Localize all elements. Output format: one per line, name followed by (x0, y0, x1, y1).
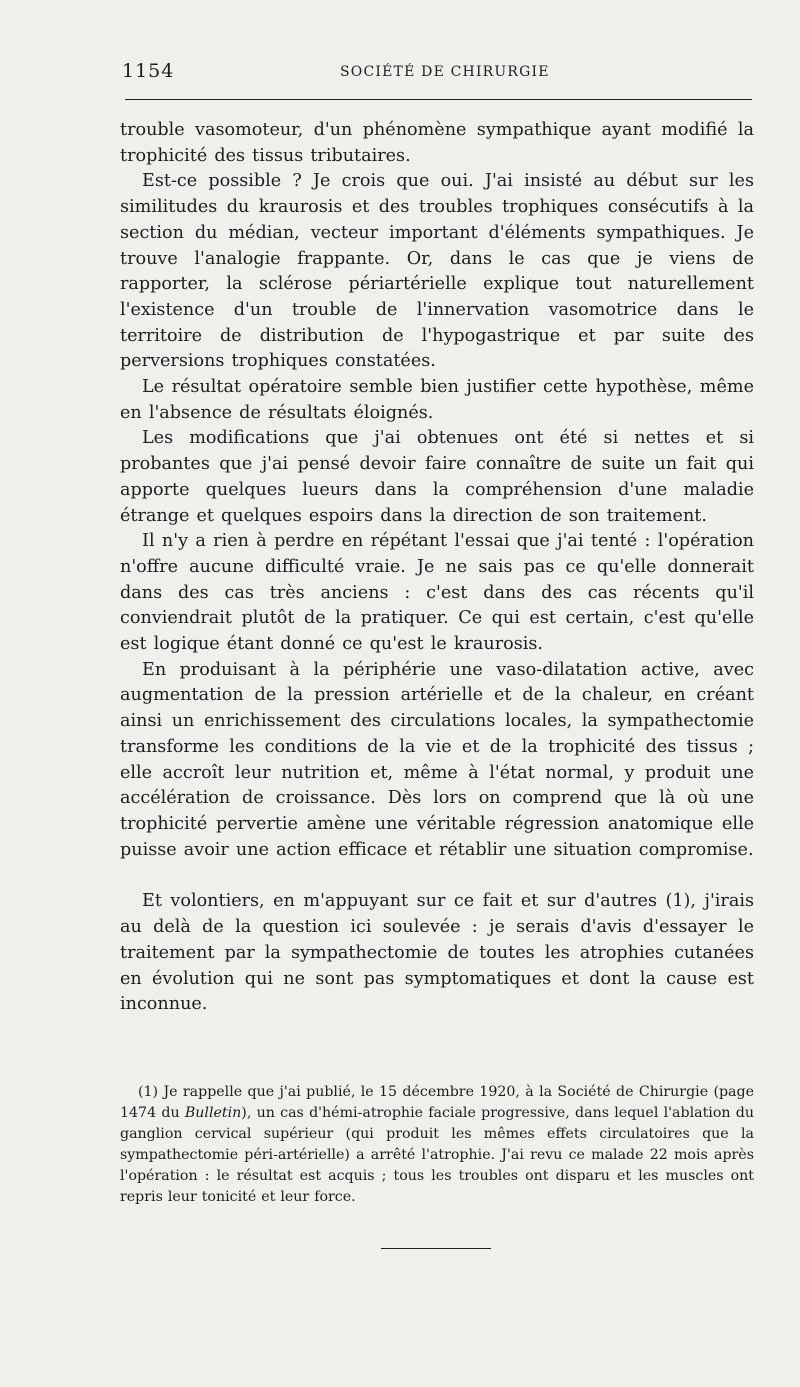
running-title: SOCIÉTÉ DE CHIRURGIE (340, 64, 550, 80)
paragraph-1: trouble vasomoteur, d'un phénomène sympathique ayant modifié la trophicité des tissus tributaires. (120, 120, 754, 166)
page-number: 1154 (122, 60, 175, 82)
paragraph-6: En produisant à la périphérie une vaso-dilatation active, avec augmentation de la pression artérielle et de la chaleur, en créant ainsi un enrichissement des circulations locales, la sympathectomie transforme les conditions de la vie et de la trophicité des tissus ; elle accroît leur nutrition et, même à l'état normal, y produit une accélération de croissance. Dès lors on comprend que là où une trophicité pervertie amène une véritable régression anatomique elle puisse avoir une action efficace et rétablir une situation compromise. (120, 659, 754, 860)
header-rule (125, 99, 752, 100)
footnote-text-end: ), un cas d'hémi-atrophie faciale progressive, dans lequel l'ablation du ganglion cervical supérieur (qui produit les mêmes effets circulatoires que la sympathectomie péri-artérielle) a arrêté l'atrophie. J'ai revu ce malade 22 mois après l'opération : le résultat est acquis ; tous les troubles ont disparu et les muscles ont repris leur tonicité et leur force. (120, 1105, 754, 1205)
paragraph-3: Le résultat opératoire semble bien justifier cette hypothèse, même en l'absence de résultats éloignés. (120, 377, 754, 423)
page-header (122, 58, 752, 88)
body-text (120, 118, 754, 1018)
footnote (120, 1082, 754, 1208)
end-rule (381, 1248, 491, 1249)
paragraph-7: Et volontiers, en m'appuyant sur ce fait et sur d'autres (1), j'irais au delà de la question ici soulevée : je serais d'avis d'essayer le traitement par la sympathectomie de toutes les atrophies cutanées en évolution qui ne sont pas symptomatiques et dont la cause est inconnue. (120, 891, 754, 1015)
footnote-text-start: (1) Je rappelle que j'ai publié, le 15 décembre 1920, à la Société de Chirurgie (page 1474 du (120, 1084, 754, 1121)
paragraph-5: Il n'y a rien à perdre en répétant l'essai que j'ai tenté : l'opération n'offre aucune difficulté vraie. Je ne sais pas ce qu'elle donnerait dans des cas très anciens : c'est dans des cas récents qu'il conviendrait plutôt de la pratiquer. Ce qui est certain, c'est qu'elle est logique étant donné ce qu'est le kraurosis. (120, 531, 754, 655)
footnote-bulletin-italic: Bulletin (184, 1105, 242, 1121)
paragraph-4: Les modifications que j'ai obtenues ont été si nettes et si probantes que j'ai pensé devoir faire connaître de suite un fait qui apporte quelques lueurs dans la compréhension d'une maladie étrange et quelques espoirs dans la direction de son traitement. (120, 428, 754, 526)
paragraph-2: Est-ce possible ? Je crois que oui. J'ai insisté au début sur les similitudes du kraurosis et des troubles trophiques consécutifs à la section du médian, vecteur important d'éléments sympathiques. Je trouve l'analogie frappante. Or, dans le cas que je viens de rapporter, la sclérose périartérielle explique tout naturellement l'existence d'un trouble de l'innervation vasomotrice dans le territoire de distribution de l'hypogastrique et par suite des perversions trophiques constatées. (120, 171, 754, 372)
